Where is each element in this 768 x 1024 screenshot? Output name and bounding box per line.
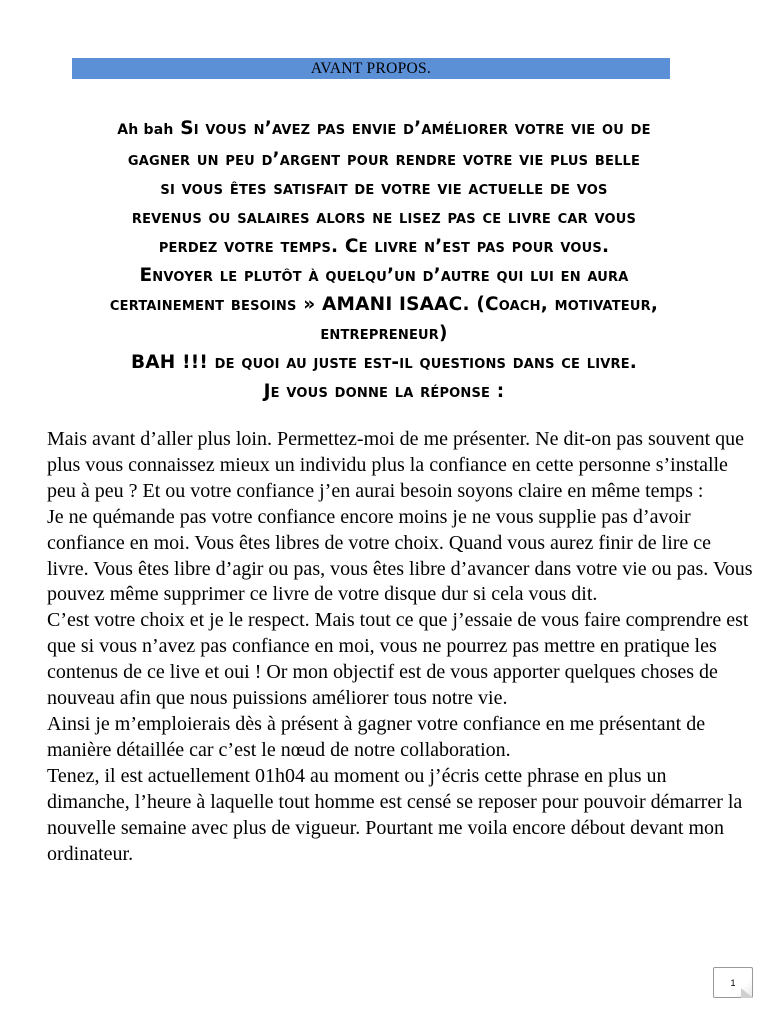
intro-line: BAH !!! de quoi au juste est-il questions dans ce livre. — [130, 352, 638, 373]
intro-line: gagner un peu d’argent pour rendre votre vie plus belle — [127, 149, 641, 170]
intro-lead: Ah bah — [117, 122, 174, 138]
body-text — [47, 427, 753, 867]
page-number: 1 — [730, 977, 736, 988]
page-number-box — [713, 967, 753, 998]
intro-line: perdez votre temps. Ce livre n’est pas pour vous. — [158, 236, 610, 257]
intro-line: certainement besoins » AMANI ISAAC. (Coach, motivateur, — [109, 294, 659, 315]
intro-line: si vous êtes satisfait de votre vie actuelle de vos — [160, 178, 608, 199]
body-paragraph: Je ne quémande pas votre confiance encore moins je ne vous supplie pas d’avoir confiance en moi. Vous êtes libres de votre choix. Quand vous aurez finir de lire ce livre. Vous êtes libre d’agir ou pas, vous êtes libre d’avancer dans votre vie ou pas. Vous pouvez même supprimer ce livre de votre disque dur si cela vous dit. — [47, 505, 753, 606]
intro-line: revenus ou salaires alors ne lisez pas ce livre car vous — [131, 207, 637, 228]
body-paragraph: Tenez, il est actuellement 01h04 au moment ou j’écris cette phrase en plus un dimanche, l’heure à laquelle tout homme est censé se reposer pour pouvoir démarrer la nouvelle semaine avec plus de vigueur. Pourtant me voila encore débout devant mon ordinateur. — [47, 764, 743, 865]
section-heading-text: AVANT PROPOS. — [310, 59, 432, 77]
section-heading — [72, 58, 670, 79]
intro-quote — [40, 114, 728, 406]
body-paragraph: C’est votre choix et je le respect. Mais tout ce que j’essaie de vous faire comprendre est que si vous n’avez pas confiance en moi, vous ne pourrez pas mettre en pratique les contenus de ce live et oui ! Or mon objectif est de vous apporter quelques choses de nouveau afin que nous puissions améliorer tous notre vie. — [47, 609, 749, 710]
body-paragraph: Ainsi je m’emploierais dès à présent à gagner votre confiance en me présentant de manière détaillée car c’est le nœud de notre collaboration. — [47, 712, 706, 761]
intro-line-text: Si vous n’avez pas envie d’améliorer votre vie ou de — [173, 118, 651, 139]
intro-line: Je vous donne la réponse : — [263, 381, 505, 402]
intro-line: entrepreneur) — [320, 323, 448, 344]
intro-line — [40, 114, 728, 145]
body-paragraph: Mais avant d’aller plus loin. Permettez-moi de me présenter. Ne dit-on pas souvent que plus vous connaissez mieux un individu plus la confiance en cette personne s’installe peu à peu ? Et ou votre confiance j’en aurai besoin soyons claire en même temps : — [47, 428, 745, 502]
intro-line: Envoyer le plutôt à quelqu’un d’autre qui lui en aura — [139, 265, 629, 286]
